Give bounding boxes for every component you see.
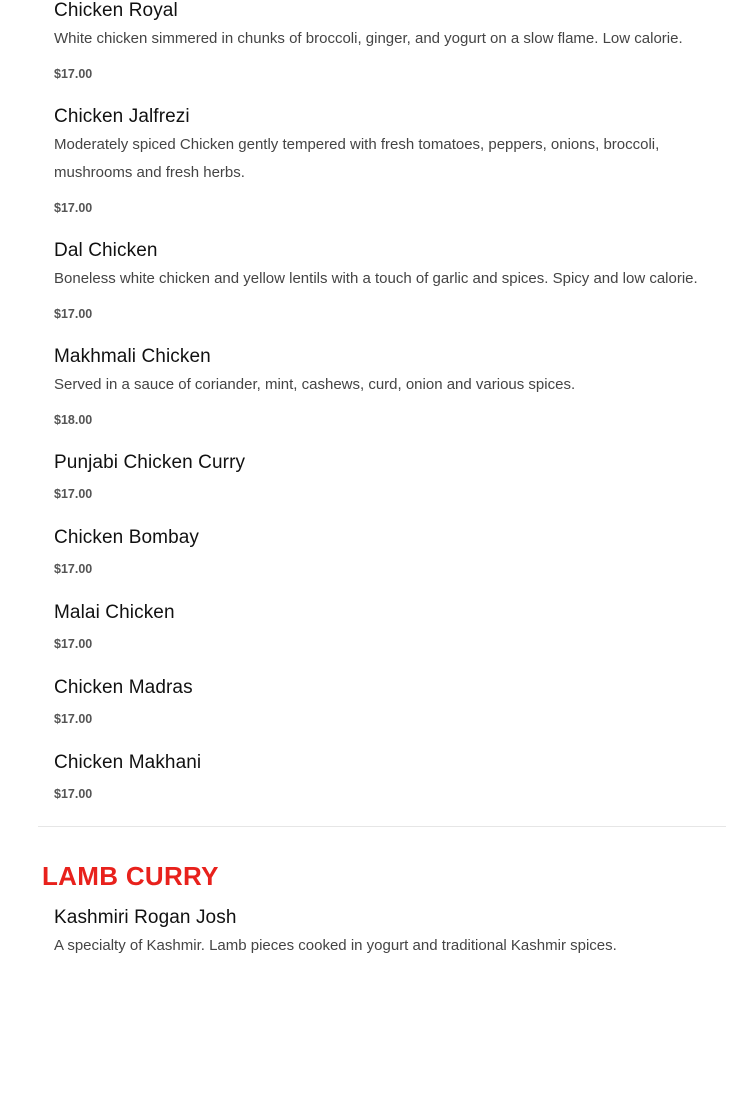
menu-item-price: $17.00 [54, 307, 93, 321]
menu-item-chicken-bombay[interactable] [54, 526, 718, 577]
menu-item-name: Punjabi Chicken Curry [54, 452, 246, 473]
menu-item-name: Kashmiri Rogan Josh [54, 907, 237, 928]
menu-item-name: Chicken Madras [54, 677, 193, 698]
menu-item-kashmiri-rogan-josh[interactable] [54, 906, 718, 960]
menu-item-price: $18.00 [54, 413, 93, 427]
menu-item-name: Chicken Bombay [54, 527, 200, 548]
menu-item-dal-chicken[interactable] [54, 239, 718, 322]
menu-item-price: $17.00 [54, 637, 93, 651]
menu-item-chicken-royal[interactable] [54, 0, 718, 82]
menu-item-punjabi-chicken-curry[interactable] [54, 451, 718, 502]
menu-item-name: Chicken Jalfrezi [54, 106, 190, 127]
menu-item-description: Moderately spiced Chicken gently tempered with fresh tomatoes, peppers, onions, broccoli, mushrooms and fresh herbs. [54, 136, 660, 181]
menu-item-name: Makhmali Chicken [54, 346, 211, 367]
menu-item-name: Chicken Royal [54, 0, 178, 21]
menu-item-makhmali-chicken[interactable] [54, 345, 718, 428]
section-items-lamb-curry [0, 906, 750, 960]
menu-item-malai-chicken[interactable] [54, 601, 718, 652]
menu-item-description: A specialty of Kashmir. Lamb pieces cooked in yogurt and traditional Kashmir spices. [54, 937, 617, 954]
menu-item-chicken-makhani[interactable] [54, 751, 718, 802]
menu-item-description: Served in a sauce of coriander, mint, cashews, curd, onion and various spices. [54, 376, 576, 393]
section-title-lamb-curry: LAMB CURRY [42, 861, 219, 891]
section-divider [38, 826, 726, 827]
menu-item-price: $17.00 [54, 201, 93, 215]
menu-item-name: Chicken Makhani [54, 752, 202, 773]
menu-item-price: $17.00 [54, 67, 93, 81]
menu-item-price: $17.00 [54, 487, 93, 501]
menu-item-description: White chicken simmered in chunks of broccoli, ginger, and yogurt on a slow flame. Low calorie. [54, 30, 683, 47]
menu-item-chicken-madras[interactable] [54, 676, 718, 727]
menu-item-price: $17.00 [54, 712, 93, 726]
menu-item-name: Malai Chicken [54, 602, 175, 623]
menu-item-price: $17.00 [54, 562, 93, 576]
menu-item-chicken-jalfrezi[interactable] [54, 105, 718, 216]
menu-item-description: Boneless white chicken and yellow lentils with a touch of garlic and spices. Spicy and low calorie. [54, 270, 698, 287]
menu-item-name: Dal Chicken [54, 240, 158, 261]
menu-item-price: $17.00 [54, 787, 93, 801]
